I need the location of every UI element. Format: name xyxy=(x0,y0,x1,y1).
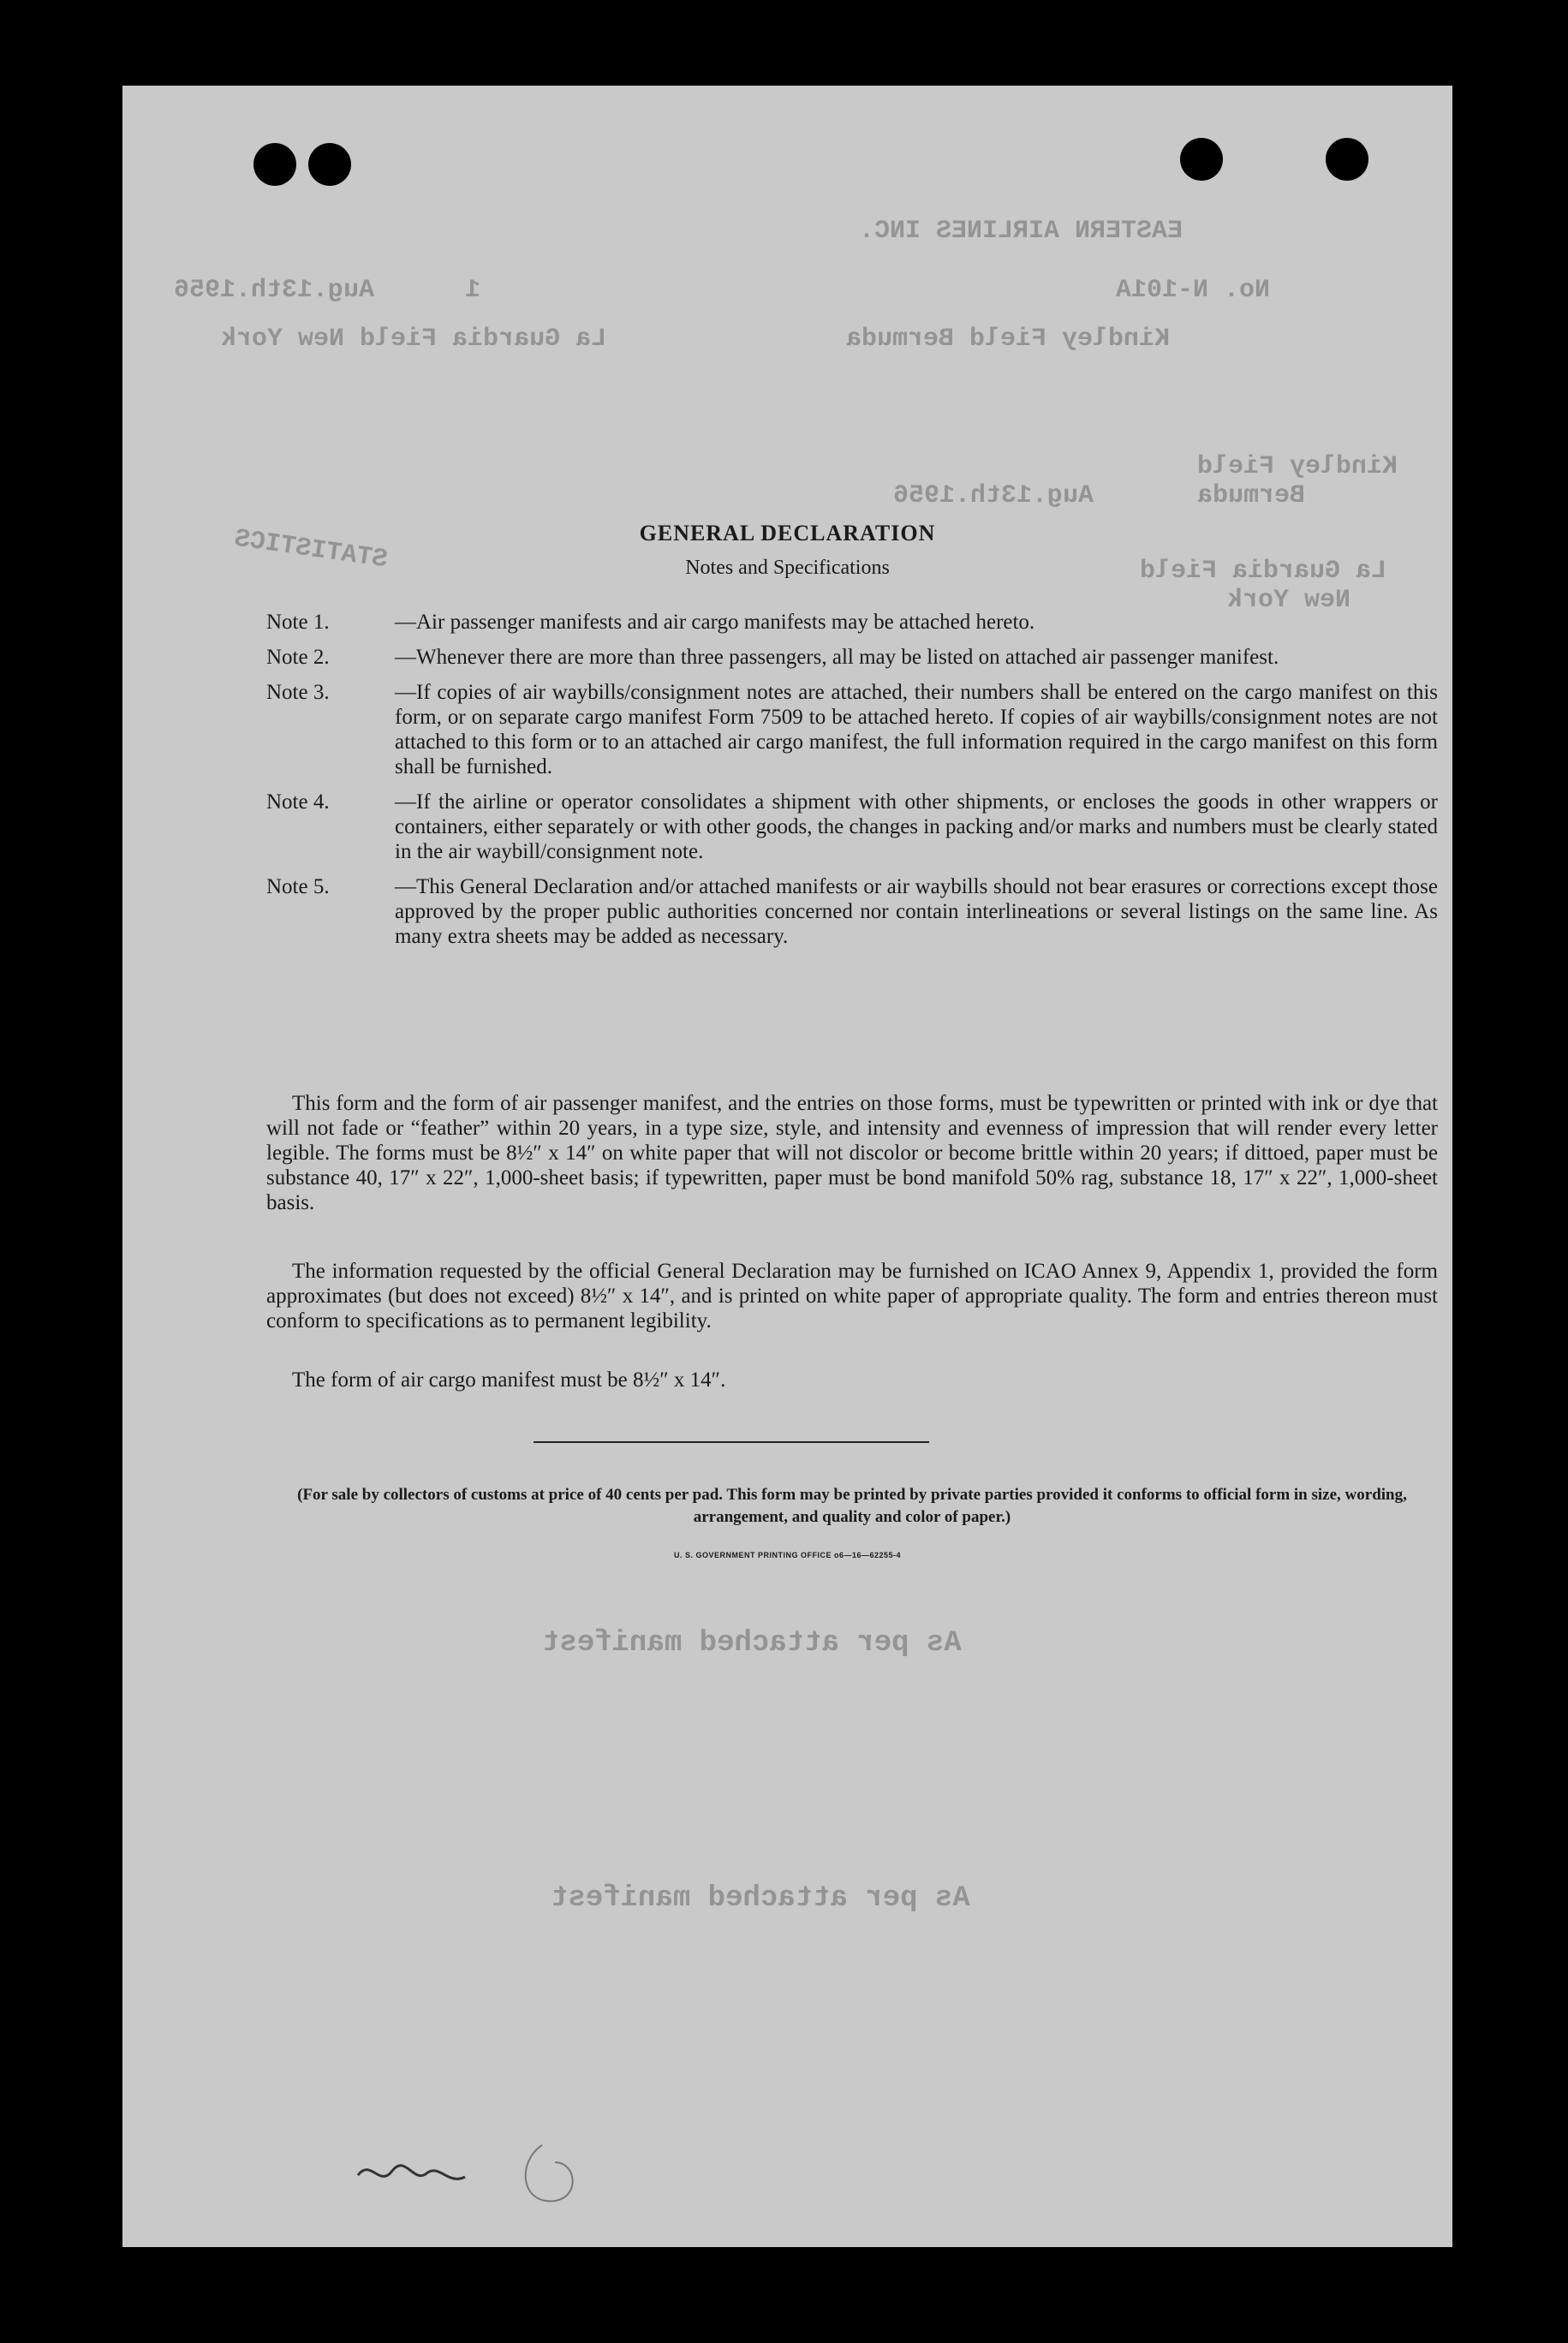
paragraph-icao: The information requested by the official General Declaration may be furnished on ICAO Annex 9, Appendix 1, provided the form approximates (but does not exceed) 8½″ x 14″, and is printed on white paper of appropriate quality. The form and entries thereon must conform to specifications as to permanent legibility. xyxy=(266,1260,1438,1332)
note-label: Note 1. xyxy=(266,611,330,634)
punch-hole-left-1 xyxy=(253,143,296,186)
bleed-route-date: Aug.13th.1956 xyxy=(893,481,1094,510)
page-title: GENERAL DECLARATION xyxy=(639,521,936,546)
bleed-date: Aug.13th.1956 xyxy=(174,276,375,305)
bleed-departure: Kindley Field Bermuda xyxy=(846,325,1171,354)
page-subtitle: Notes and Specifications xyxy=(685,557,890,579)
bleed-route-from-2: Bermuda xyxy=(1197,481,1306,510)
sale-notice: (For sale by collectors of customs at price of 40 cents per pad. This form may be printed by private parties provided it conforms to official form in size, wording, arrangement, and quality and color of paper.) xyxy=(297,1486,1407,1526)
note-text: —This General Declaration and/or attached manifests or air waybills should not bear erasures or corrections except those approved by the proper public authorities concerned nor contain interlineations or several listings on the same line. As many extra sheets may be added as necessary. xyxy=(395,875,1438,948)
punch-hole-right-1 xyxy=(1180,138,1223,181)
paragraph-legibility: This form and the form of air passenger manifest, and the entries on those forms, must be typewritten or printed with ink or dye that will not fade or “feather” within 20 years, in a type size, style, and intensity and evenness of impression that will render every letter legible. The forms must be 8½″ x 14″ on white paper that will not discolor or become brittle within 20 years; if dittoed, paper must be substance 40, 17″ x 22″, 1,000-sheet basis; if typewritten, paper must be bond manifold 50% rag, substance 18, 17″ x 22″, 1,000-sheet basis. xyxy=(266,1092,1438,1214)
bleed-arrival: La Guardia Field New York xyxy=(221,325,607,354)
bleed-aircraft-no: No. N-101A xyxy=(1116,276,1271,305)
note-label: Note 5. xyxy=(266,875,330,898)
printing-office-line: U. S. GOVERNMENT PRINTING OFFICE o6—16—62255-4 xyxy=(673,1551,902,1559)
note-text: —Air passenger manifests and air cargo manifests may be attached hereto. xyxy=(395,611,1035,634)
note-label: Note 2. xyxy=(266,646,330,669)
declaration-sheet xyxy=(122,86,1452,2247)
punch-hole-right-2 xyxy=(1326,138,1368,181)
note-text: —Whenever there are more than three passengers, all may be listed on attached air passenger manifest. xyxy=(395,646,1279,669)
signature-scribble xyxy=(354,2124,628,2227)
note-label: Note 3. xyxy=(266,681,330,704)
note-text: —If the airline or operator consolidates a shipment with other shipments, or encloses the goods in other wrappers or containers, either separately or with other goods, the changes in packing and/or marks and numbers must be clearly stated in the air waybill/consignment note. xyxy=(395,790,1438,863)
note-3 xyxy=(266,680,1438,779)
bleed-route-to-2: New York xyxy=(1227,586,1351,615)
notes-list xyxy=(266,610,1438,959)
bleed-flight-no: 1 xyxy=(465,276,481,305)
note-2 xyxy=(266,645,1438,670)
bleed-stamp: STATISTICS xyxy=(232,524,390,575)
note-text: —If copies of air waybills/consignment notes are attached, their numbers shall be entered on the cargo manifest on this form, or on separate cargo manifest Form 7509 to be attached hereto. If copies of air waybills/consignment notes are not attached to this form or to an attached air cargo manifest, the full information required in the cargo manifest on this form shall be furnished. xyxy=(395,681,1438,778)
punch-hole-left-2 xyxy=(308,143,351,186)
bleed-manifest-note-2: As per attached manifest xyxy=(551,1882,970,1915)
note-label: Note 4. xyxy=(266,790,330,814)
bleed-carrier: EASTERN AIRLINES INC. xyxy=(859,217,1183,246)
divider-rule xyxy=(534,1441,929,1443)
note-5 xyxy=(266,874,1438,949)
bleed-manifest-note-1: As per attached manifest xyxy=(542,1627,962,1660)
paragraph-cargo-size: The form of air cargo manifest must be 8½″ x 14″. xyxy=(292,1368,726,1392)
note-4 xyxy=(266,790,1438,864)
bleed-route-to-1: La Guardia Field xyxy=(1140,557,1387,586)
bleed-route-from-1: Kindley Field xyxy=(1197,452,1398,481)
note-1 xyxy=(266,610,1438,635)
